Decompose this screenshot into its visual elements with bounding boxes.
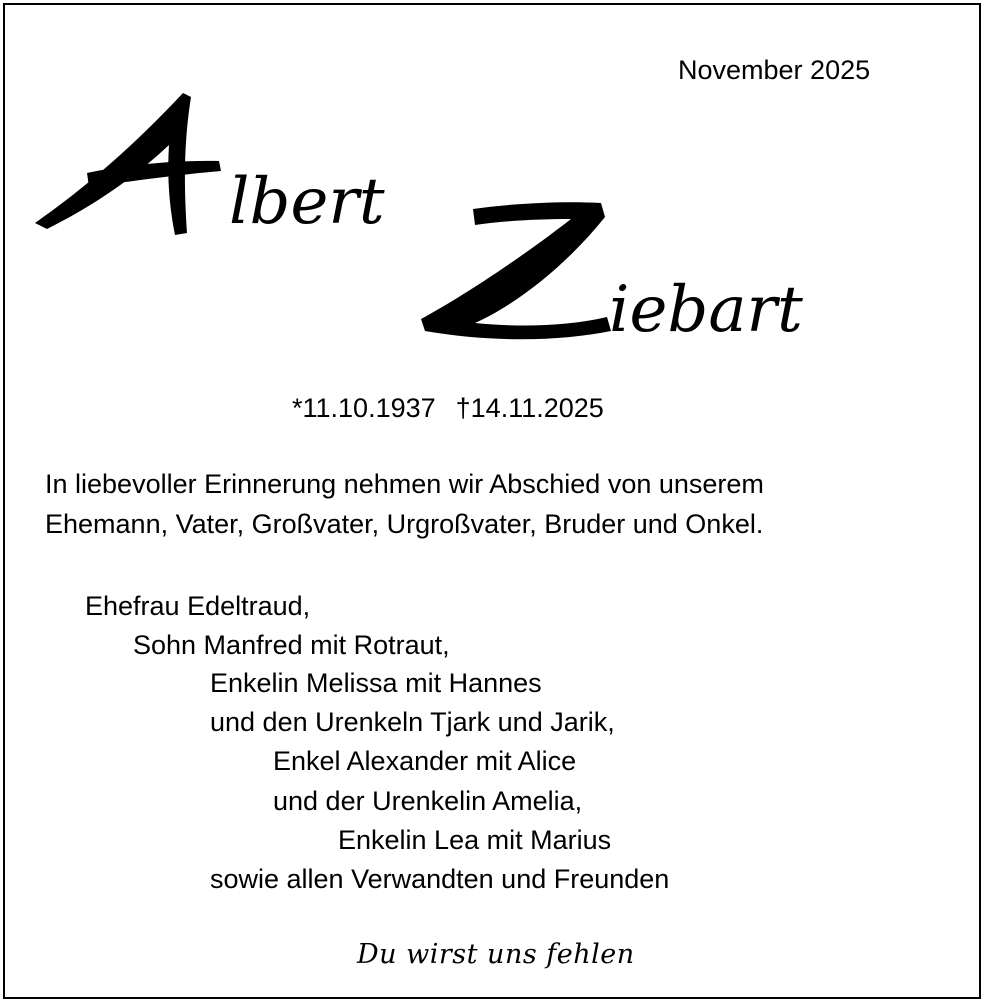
death-date: †14.11.2025: [455, 393, 604, 423]
first-initial-brush: [35, 93, 221, 235]
family-line-8: sowie allen Verwandten und Freunden: [210, 864, 670, 894]
closing-phrase: Du wirst uns fehlen: [357, 939, 635, 970]
first-name-rest: lbert: [229, 165, 385, 239]
family-line-3: Enkelin Melissa mit Hannes: [210, 668, 542, 698]
last-initial-brush: [421, 202, 611, 339]
obituary-card: [3, 3, 981, 999]
family-line-6: und der Urenkelin Amelia,: [273, 786, 583, 816]
family-line-4: und den Urenkeln Tjark und Jarik,: [210, 707, 615, 737]
family-line-5: Enkel Alexander mit Alice: [273, 746, 577, 776]
publication-date: November 2025: [678, 55, 871, 85]
birth-date: *11.10.1937: [292, 393, 436, 423]
family-line-1: Ehefrau Edeltraud,: [85, 591, 311, 621]
family-line-2: Sohn Manfred mit Rotraut,: [133, 630, 450, 660]
intro-line-2: Ehemann, Vater, Großvater, Urgroßvater, Bruder und Onkel.: [45, 509, 764, 539]
life-dates: [292, 391, 604, 425]
family-line-7: Enkelin Lea mit Marius: [338, 825, 612, 855]
intro-line-1: In liebevoller Erinnerung nehmen wir Abschied von unserem: [45, 469, 764, 499]
deceased-name: [5, 5, 979, 365]
last-name-rest: iebart: [609, 273, 803, 347]
